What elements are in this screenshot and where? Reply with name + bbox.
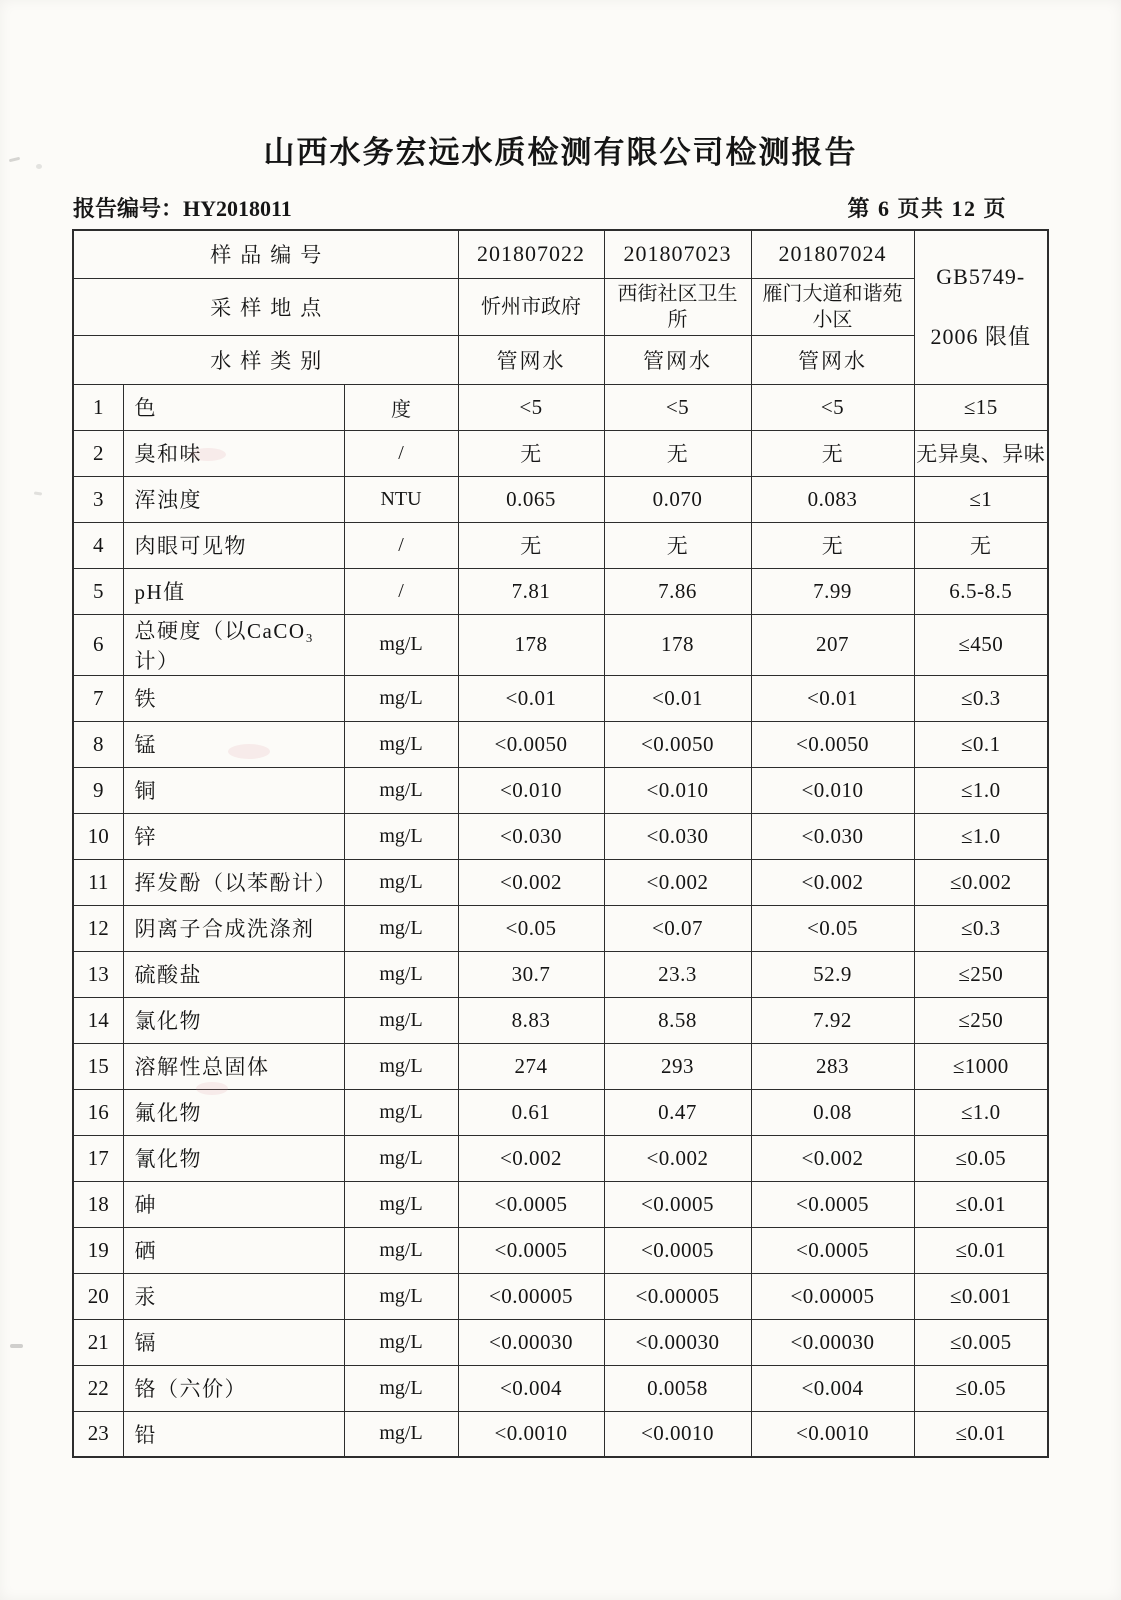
result-sample-3: 7.99: [751, 568, 914, 614]
param-unit: mg/L: [344, 905, 458, 951]
limit-value: ≤0.01: [914, 1181, 1048, 1227]
result-sample-3: <0.01: [751, 675, 914, 721]
row-number: 12: [73, 905, 123, 951]
table-row: [73, 522, 1048, 568]
result-sample-3: <0.0005: [751, 1227, 914, 1273]
result-sample-3: <0.002: [751, 859, 914, 905]
row-number: 5: [73, 568, 123, 614]
result-sample-2: <0.002: [604, 1135, 751, 1181]
param-name: 硒: [123, 1227, 344, 1273]
row-number: 10: [73, 813, 123, 859]
table-row: [73, 767, 1048, 813]
row-number: 23: [73, 1411, 123, 1457]
row-number: 3: [73, 476, 123, 522]
sample-number-1: 201807022: [458, 230, 604, 278]
param-name: pH值: [123, 568, 344, 614]
param-unit: mg/L: [344, 997, 458, 1043]
result-sample-2: 0.070: [604, 476, 751, 522]
result-sample-1: <0.01: [458, 675, 604, 721]
limit-standard-line1: GB5749-: [936, 263, 1026, 289]
param-name: 铁: [123, 675, 344, 721]
param-name: 色: [123, 384, 344, 430]
param-name: 溶解性总固体: [123, 1043, 344, 1089]
row-number: 4: [73, 522, 123, 568]
row-number: 21: [73, 1319, 123, 1365]
param-name: 氯化物: [123, 997, 344, 1043]
param-unit: mg/L: [344, 1411, 458, 1457]
param-name: 肉眼可见物: [123, 522, 344, 568]
param-unit: mg/L: [344, 767, 458, 813]
limit-value: 6.5-8.5: [914, 568, 1048, 614]
page-indicator: 第 6 页共 12 页: [847, 196, 1007, 221]
result-sample-2: 8.58: [604, 997, 751, 1043]
result-sample-1: 178: [458, 614, 604, 675]
param-unit: 度: [344, 384, 458, 430]
result-sample-3: 0.083: [751, 476, 914, 522]
scan-artifact: [196, 1082, 228, 1095]
result-sample-1: <0.002: [458, 1135, 604, 1181]
param-unit: mg/L: [344, 1135, 458, 1181]
table-row: [73, 1135, 1048, 1181]
param-name: 硫酸盐: [123, 951, 344, 997]
result-sample-3: <0.030: [751, 813, 914, 859]
result-sample-1: <0.0050: [458, 721, 604, 767]
header-row-location: [73, 278, 1048, 335]
result-sample-2: <0.010: [604, 767, 751, 813]
row-number: 8: [73, 721, 123, 767]
param-unit: mg/L: [344, 859, 458, 905]
result-sample-3: 7.92: [751, 997, 914, 1043]
param-name: 氰化物: [123, 1135, 344, 1181]
result-sample-2: 无: [604, 430, 751, 476]
table-row: [73, 614, 1048, 675]
param-name: 汞: [123, 1273, 344, 1319]
limit-standard-line2: 2006 限值: [930, 323, 1031, 349]
result-sample-1: 0.61: [458, 1089, 604, 1135]
row-number: 1: [73, 384, 123, 430]
result-sample-3: 283: [751, 1043, 914, 1089]
row-number: 2: [73, 430, 123, 476]
result-sample-1: <5: [458, 384, 604, 430]
header-label-water-type: 水样类别: [73, 335, 458, 384]
result-sample-1: 7.81: [458, 568, 604, 614]
page-title: 山西水务宏远水质检测有限公司检测报告: [263, 135, 858, 170]
result-sample-2: 0.0058: [604, 1365, 751, 1411]
scan-artifact: [228, 744, 270, 759]
param-name: 砷: [123, 1181, 344, 1227]
row-number: 20: [73, 1273, 123, 1319]
row-number: 19: [73, 1227, 123, 1273]
sample-number-3: 201807024: [751, 230, 914, 278]
param-unit: mg/L: [344, 1043, 458, 1089]
table-row: [73, 1089, 1048, 1135]
header-label-location: 采样地点: [73, 278, 458, 335]
limit-value: ≤0.005: [914, 1319, 1048, 1365]
limit-value: ≤0.05: [914, 1365, 1048, 1411]
result-sample-2: <0.00005: [604, 1273, 751, 1319]
param-unit: mg/L: [344, 1273, 458, 1319]
result-sample-2: <0.0005: [604, 1227, 751, 1273]
result-sample-3: 0.08: [751, 1089, 914, 1135]
table-row: [73, 568, 1048, 614]
result-sample-1: <0.0005: [458, 1227, 604, 1273]
param-name: 锌: [123, 813, 344, 859]
param-name: 铅: [123, 1411, 344, 1457]
result-sample-2: <0.0005: [604, 1181, 751, 1227]
limit-value: 无异臭、异味: [914, 430, 1048, 476]
param-unit: mg/L: [344, 813, 458, 859]
limit-value: ≤0.002: [914, 859, 1048, 905]
limit-value: ≤0.3: [914, 675, 1048, 721]
water-type-1: 管网水: [458, 335, 604, 384]
param-unit: /: [344, 522, 458, 568]
scan-artifact: [34, 491, 42, 495]
result-sample-1: <0.05: [458, 905, 604, 951]
table-row: [73, 721, 1048, 767]
result-sample-2: <0.07: [604, 905, 751, 951]
param-name: 臭和味: [123, 430, 344, 476]
result-sample-2: 23.3: [604, 951, 751, 997]
result-sample-1: <0.010: [458, 767, 604, 813]
param-unit: mg/L: [344, 1089, 458, 1135]
param-name: 阴离子合成洗涤剂: [123, 905, 344, 951]
limit-value: ≤0.01: [914, 1411, 1048, 1457]
result-sample-2: <0.002: [604, 859, 751, 905]
sampling-location-1: 忻州市政府: [458, 278, 604, 335]
result-sample-1: <0.00005: [458, 1273, 604, 1319]
water-type-2: 管网水: [604, 335, 751, 384]
result-sample-3: <0.0010: [751, 1411, 914, 1457]
result-sample-3: 207: [751, 614, 914, 675]
result-sample-3: <0.002: [751, 1135, 914, 1181]
water-type-3: 管网水: [751, 335, 914, 384]
result-sample-3: <0.010: [751, 767, 914, 813]
row-number: 9: [73, 767, 123, 813]
sample-number-2: 201807023: [604, 230, 751, 278]
scan-artifact: [10, 1344, 23, 1348]
result-sample-2: <0.01: [604, 675, 751, 721]
result-sample-3: <0.0005: [751, 1181, 914, 1227]
result-sample-3: 52.9: [751, 951, 914, 997]
param-name: 挥发酚（以苯酚计）: [123, 859, 344, 905]
limit-value: ≤250: [914, 997, 1048, 1043]
table-row: [73, 675, 1048, 721]
result-sample-3: <5: [751, 384, 914, 430]
limit-value: ≤0.001: [914, 1273, 1048, 1319]
row-number: 11: [73, 859, 123, 905]
result-sample-1: 无: [458, 430, 604, 476]
scan-artifact: [36, 164, 42, 169]
table-row: [73, 1319, 1048, 1365]
table-row: [73, 1411, 1048, 1457]
limit-value: ≤450: [914, 614, 1048, 675]
limit-value: ≤0.1: [914, 721, 1048, 767]
header-row-water-type: [73, 335, 1048, 384]
limit-value: ≤0.3: [914, 905, 1048, 951]
limit-value: ≤0.01: [914, 1227, 1048, 1273]
result-sample-1: <0.00030: [458, 1319, 604, 1365]
table-row: [73, 997, 1048, 1043]
report-number: 报告编号：HY2018011: [73, 196, 292, 221]
table-row: [73, 476, 1048, 522]
row-number: 14: [73, 997, 123, 1043]
result-sample-1: <0.0005: [458, 1181, 604, 1227]
limit-value: ≤1: [914, 476, 1048, 522]
result-sample-3: <0.05: [751, 905, 914, 951]
param-unit: mg/L: [344, 1227, 458, 1273]
result-sample-3: 无: [751, 522, 914, 568]
results-table: [72, 229, 1049, 1458]
limit-standard-header: [914, 230, 1048, 384]
table-row: [73, 813, 1048, 859]
param-unit: mg/L: [344, 951, 458, 997]
result-sample-1: 0.065: [458, 476, 604, 522]
table-row: [73, 1227, 1048, 1273]
result-sample-2: 178: [604, 614, 751, 675]
result-sample-1: 30.7: [458, 951, 604, 997]
result-sample-2: <0.030: [604, 813, 751, 859]
table-row: [73, 905, 1048, 951]
limit-value: ≤1.0: [914, 813, 1048, 859]
limit-value: ≤1.0: [914, 1089, 1048, 1135]
table-row: [73, 384, 1048, 430]
result-sample-2: 7.86: [604, 568, 751, 614]
table-row: [73, 951, 1048, 997]
result-sample-2: <0.0050: [604, 721, 751, 767]
param-unit: /: [344, 568, 458, 614]
param-name: 浑浊度: [123, 476, 344, 522]
param-name: 氟化物: [123, 1089, 344, 1135]
result-sample-1: <0.030: [458, 813, 604, 859]
result-sample-3: <0.00030: [751, 1319, 914, 1365]
table-row: [73, 859, 1048, 905]
result-sample-1: 8.83: [458, 997, 604, 1043]
result-sample-2: <5: [604, 384, 751, 430]
result-sample-1: <0.0010: [458, 1411, 604, 1457]
row-number: 16: [73, 1089, 123, 1135]
result-sample-3: <0.00005: [751, 1273, 914, 1319]
header-row-sample-no: [73, 230, 1048, 278]
result-sample-2: <0.00030: [604, 1319, 751, 1365]
param-unit: mg/L: [344, 1319, 458, 1365]
results-body: [73, 384, 1048, 1457]
row-number: 22: [73, 1365, 123, 1411]
header-label-sample-no: 样品编号: [73, 230, 458, 278]
param-name: 总硬度（以CaCO₃计）: [123, 614, 344, 675]
result-sample-2: <0.0010: [604, 1411, 751, 1457]
row-number: 17: [73, 1135, 123, 1181]
result-sample-2: 0.47: [604, 1089, 751, 1135]
param-name: 铜: [123, 767, 344, 813]
param-name: 铬（六价）: [123, 1365, 344, 1411]
param-unit: NTU: [344, 476, 458, 522]
param-name: 镉: [123, 1319, 344, 1365]
param-unit: mg/L: [344, 1365, 458, 1411]
limit-value: ≤250: [914, 951, 1048, 997]
sampling-location-2: 西街社区卫生所: [604, 278, 751, 335]
table-row: [73, 1181, 1048, 1227]
param-unit: mg/L: [344, 1181, 458, 1227]
result-sample-3: 无: [751, 430, 914, 476]
limit-value: ≤15: [914, 384, 1048, 430]
limit-value: 无: [914, 522, 1048, 568]
scan-artifact: [190, 448, 226, 461]
limit-value: ≤1.0: [914, 767, 1048, 813]
row-number: 7: [73, 675, 123, 721]
row-number: 15: [73, 1043, 123, 1089]
param-unit: mg/L: [344, 614, 458, 675]
param-unit: /: [344, 430, 458, 476]
result-sample-2: 无: [604, 522, 751, 568]
result-sample-3: <0.004: [751, 1365, 914, 1411]
result-sample-1: 274: [458, 1043, 604, 1089]
row-number: 6: [73, 614, 123, 675]
param-unit: mg/L: [344, 721, 458, 767]
limit-value: ≤0.05: [914, 1135, 1048, 1181]
sampling-location-3: 雁门大道和谐苑小区: [751, 278, 914, 335]
table-row: [73, 1273, 1048, 1319]
param-name: 锰: [123, 721, 344, 767]
table-row: [73, 1365, 1048, 1411]
result-sample-1: 无: [458, 522, 604, 568]
meta-row: [73, 192, 1047, 223]
row-number: 18: [73, 1181, 123, 1227]
result-sample-2: 293: [604, 1043, 751, 1089]
result-sample-1: <0.002: [458, 859, 604, 905]
result-sample-1: <0.004: [458, 1365, 604, 1411]
result-sample-3: <0.0050: [751, 721, 914, 767]
row-number: 13: [73, 951, 123, 997]
limit-value: ≤1000: [914, 1043, 1048, 1089]
param-unit: mg/L: [344, 675, 458, 721]
